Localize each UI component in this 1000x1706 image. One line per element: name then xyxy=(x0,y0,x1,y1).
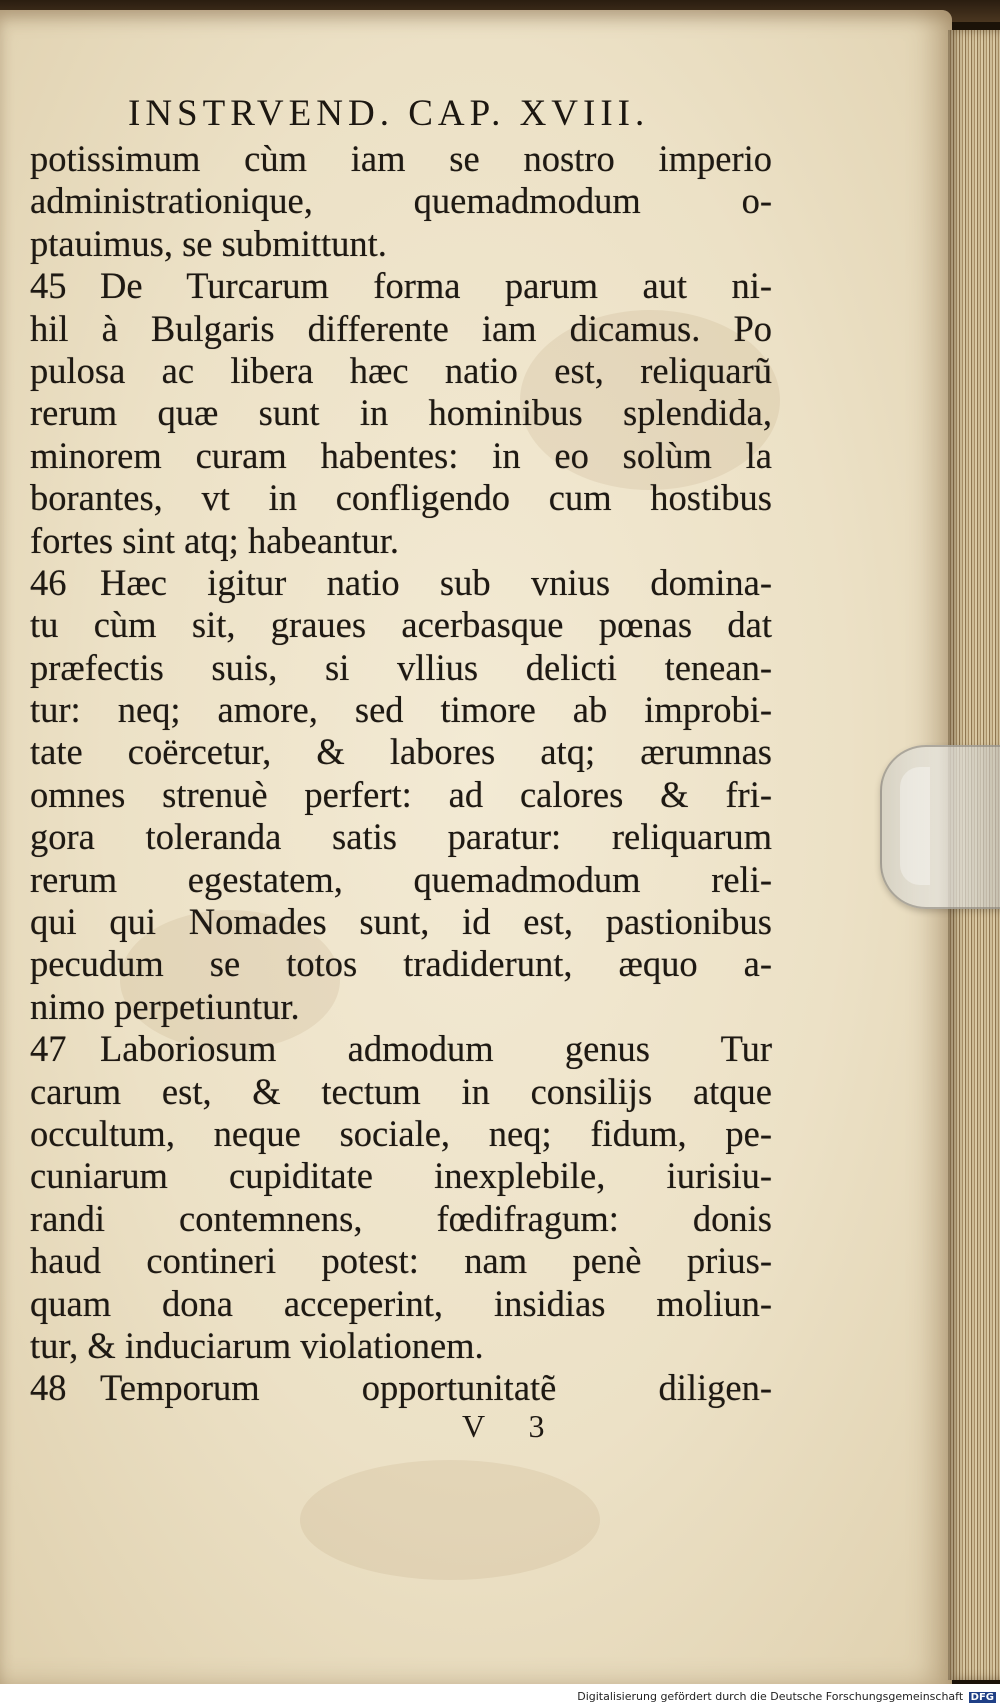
paper-stain xyxy=(300,1460,600,1580)
paragraph-number: 48 xyxy=(30,1367,67,1409)
text-line: tur, & induciarum violationem. xyxy=(30,1324,484,1366)
text-line: pecudum se totos tradiderunt, æquo a- xyxy=(30,943,772,985)
paragraph-number: 45 xyxy=(30,265,67,307)
text-line: rerum quæ sunt in hominibus splendida, xyxy=(30,392,772,434)
signature-mark: V 3 xyxy=(462,1408,563,1444)
text-line xyxy=(30,1028,772,1070)
text-line: administrationique, quemadmodum o- xyxy=(30,180,772,222)
text-line: rerum egestatem, quemadmodum reli- xyxy=(30,858,772,900)
text-line: hil à Bulgaris differente iam dicamus. Po xyxy=(30,307,772,349)
line-text: Hæc igitur natio sub vnius domina- xyxy=(100,561,772,603)
paragraph-number: 46 xyxy=(30,561,67,603)
body-text xyxy=(30,138,772,1410)
text-line: tur: neq; amore, sed timore ab improbi- xyxy=(30,689,772,731)
running-head: INSTRVEND. CAP. XVIII. xyxy=(128,93,650,134)
text-line: occultum, neque sociale, neq; fidum, pe- xyxy=(30,1112,772,1154)
text-line: cuniarum cupiditate inexplebile, iurisiu- xyxy=(30,1155,772,1197)
text-line xyxy=(30,1367,772,1409)
text-line xyxy=(30,265,772,307)
text-line: quam dona acceperint, insidias moliun- xyxy=(30,1282,772,1324)
text-line: pulosa ac libera hæc natio est, reliquarũ xyxy=(30,349,772,391)
text-line: carum est, & tectum in consilijs atque xyxy=(30,1070,772,1112)
digitization-credit xyxy=(577,1690,996,1703)
text-line: nimo perpetiuntur. xyxy=(30,985,300,1027)
text-line: minorem curam habentes: in eo solùm la xyxy=(30,434,772,476)
text-line: qui qui Nomades sunt, id est, pastionibus xyxy=(30,901,772,943)
text-line: præfectis suis, si vllius delicti tenean- xyxy=(30,646,772,688)
text-line: randi contemnens, fœdifragum: donis xyxy=(30,1197,772,1239)
line-text: Laboriosum admodum genus Tur xyxy=(100,1028,772,1070)
book-clip xyxy=(880,745,1000,909)
text-line: tu cùm sit, graues acerbasque pœnas dat xyxy=(30,604,772,646)
text-line: gora toleranda satis paratur: reliquarum xyxy=(30,816,772,858)
text-line: potissimum cùm iam se nostro imperio xyxy=(30,138,772,179)
paragraph-number: 47 xyxy=(30,1028,67,1070)
line-text: Temporum opportunitatẽ diligen- xyxy=(100,1367,772,1409)
text-line: fortes sint atq; habeantur. xyxy=(30,519,399,561)
text-line: omnes strenuè perfert: ad calores & fri- xyxy=(30,773,772,815)
dfg-logo: DFG xyxy=(970,1692,994,1703)
text-line: haud contineri potest: nam penè prius- xyxy=(30,1240,772,1282)
text-line: borantes, vt in confligendo cum hostibus xyxy=(30,477,772,519)
line-text: De Turcarum forma parum aut ni- xyxy=(100,265,772,307)
text-line xyxy=(30,562,772,604)
paper-leaf xyxy=(0,10,952,1686)
text-line: tate coërcetur, & labores atq; ærumnas xyxy=(30,731,772,773)
credit-text: Digitalisierung gefördert durch die Deutsche Forschungsgemeinschaft xyxy=(577,1690,964,1703)
text-line: ptauimus, se submittunt. xyxy=(30,222,387,264)
